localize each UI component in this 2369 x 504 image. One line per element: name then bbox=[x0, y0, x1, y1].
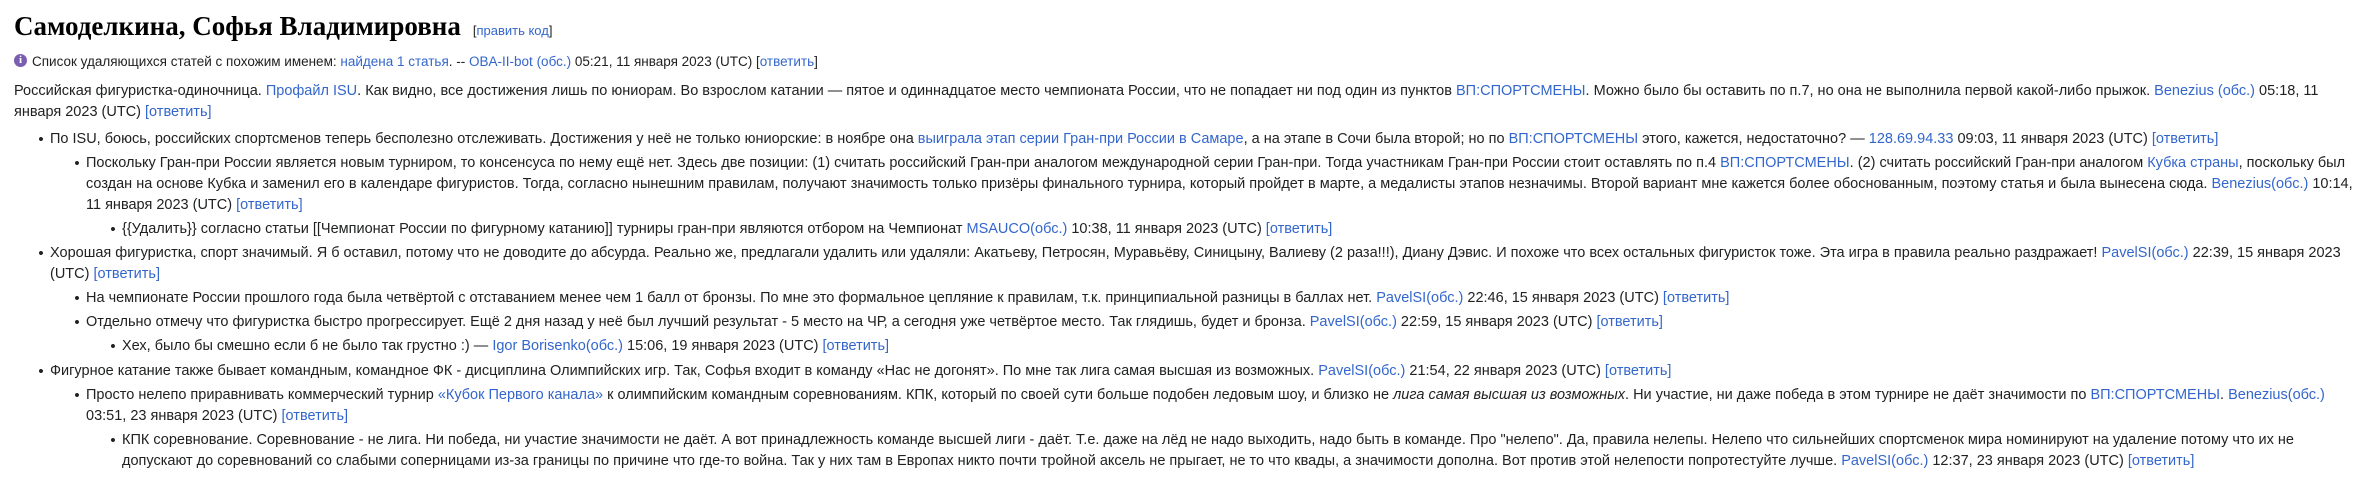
intro-text-3: . Можно было бы оставить по п.7, но она не выполнила первой какой-либо прыжок. bbox=[1585, 83, 2155, 100]
notice-separator: . -- bbox=[448, 53, 470, 69]
comment-body bbox=[122, 432, 2294, 469]
bullet-icon: • bbox=[38, 245, 44, 263]
comment-text: 21:54, 22 января 2023 (UTC) bbox=[1405, 362, 1605, 379]
bullet-icon: • bbox=[38, 362, 44, 380]
page-title bbox=[14, 10, 2355, 46]
wiki-link[interactable]: 128.69.94.33 bbox=[1868, 131, 1954, 148]
comment-list-level-3 bbox=[110, 430, 2355, 472]
wiki-link[interactable]: (обс.) bbox=[2151, 245, 2189, 262]
comment-list-level-2 bbox=[74, 288, 2355, 357]
edit-source-link[interactable]: править код bbox=[476, 23, 549, 38]
comment-item bbox=[74, 153, 2355, 240]
comment-body bbox=[86, 155, 2353, 213]
comment-text: 12:37, 23 января 2023 (UTC) bbox=[1928, 452, 2128, 469]
wiki-link[interactable]: ВП:СПОРТСМЕНЫ bbox=[2090, 386, 2221, 403]
wiki-link[interactable]: (обс.) bbox=[585, 338, 623, 355]
comment-item bbox=[74, 288, 2355, 309]
signature-talk-link[interactable]: (обс.) bbox=[2217, 83, 2256, 100]
intro-text-2: . Как видно, все достижения лишь по юниорам. Во взрослом катании — пятое и одиннадцатое место чемпионата России, что не попадает ни под один из пунктов bbox=[357, 83, 1456, 100]
page-title-text: Самоделкина, Софья Владимировна bbox=[14, 11, 461, 41]
comment-text: . bbox=[2220, 386, 2229, 403]
isu-profile-link[interactable]: Профайл ISU bbox=[265, 83, 358, 100]
reply-link[interactable]: [ответить] bbox=[1596, 314, 1663, 331]
comment-text: 09:03, 11 января 2023 (UTC) bbox=[1953, 131, 2152, 148]
bot-user-link[interactable]: OBA-II-bot bbox=[469, 53, 533, 69]
comment-text: Хех, было бы смешно если б не было так грустно :) — bbox=[122, 338, 493, 355]
comment-text: 22:39, 15 января 2023 (UTC) bbox=[50, 245, 2341, 283]
comment-text: . (2) считать российский Гран-при аналогом bbox=[1849, 155, 2148, 172]
comment-item bbox=[74, 385, 2355, 472]
comment-body bbox=[50, 245, 2341, 282]
wiki-link[interactable]: (обс.) bbox=[2287, 386, 2325, 403]
comment-text: Просто нелепо приравнивать коммерческий турнир bbox=[86, 386, 438, 403]
comment-text: , поскольку был создан на основе Кубка и заменил его в календаре фигуристов. Тогда, согласно нынешним правилам, получают значимость только призёры финального турнира, который пройдет в марте, а медалисты этапов незначимы. Второй вариант мне кажется более обоснованным, поэтому статья и была вынесена сюда. bbox=[86, 155, 2346, 193]
comment-item bbox=[38, 243, 2355, 357]
comment-body bbox=[50, 131, 2218, 147]
comment-body bbox=[122, 338, 889, 354]
reply-bracket-open: [ bbox=[755, 53, 760, 69]
signature-timestamp: 05:18, 11 января 2023 (UTC) bbox=[14, 83, 2319, 121]
bullet-icon: • bbox=[110, 338, 116, 356]
reply-link[interactable]: [ответить] bbox=[1265, 221, 1333, 238]
bullet-icon: • bbox=[74, 155, 80, 173]
reply-link[interactable]: [ответить] bbox=[2127, 452, 2195, 469]
wiki-link[interactable]: MSAUCO bbox=[966, 221, 1031, 238]
comment-text: 03:51, 23 января 2023 (UTC) bbox=[86, 407, 282, 424]
comment-text: Хорошая фигуристка, спорт значимый. Я б оставил, потому что не доводите до абсурда. Реально же, предлагали удалить или удаляли: Акатьеву, Петросян, Муравьёву, Синицыну, Валиеву (2 раза!!!), Диану Дэвис. И похоже что всех остальных фигуристок тоже. Эта игра в правила реально раздражает! bbox=[50, 245, 2102, 262]
found-articles-link[interactable]: найдена 1 статья bbox=[340, 53, 449, 69]
bullet-icon: • bbox=[38, 131, 44, 149]
wiki-link[interactable]: (обс.) bbox=[1891, 452, 1929, 469]
edit-source-link-wrapper bbox=[473, 23, 553, 38]
similar-articles-notice bbox=[14, 52, 2355, 72]
comment-body bbox=[50, 363, 1671, 379]
comment-item bbox=[38, 129, 2355, 240]
wiki-link[interactable]: (обс.) bbox=[1359, 314, 1397, 331]
comment-text: Фигурное катание также бывает командным, командное ФК - дисциплина Олимпийских игр. Так, Софья входит в команду «Нас не догонят». По мне так лига самая высшая из возможных. bbox=[50, 362, 1319, 379]
comment-text: . Ни участие, ни даже победа в этом турнире не даёт значимости по bbox=[1625, 386, 2091, 403]
discussion-thread bbox=[14, 129, 2355, 471]
wiki-link[interactable]: Benezius bbox=[2211, 176, 2272, 193]
comment-text: Отдельно отмечу что фигуристка быстро прогрессирует. Ещё 2 дня назад у неё был лучший результат - 5 место на ЧР, а сегодня уже четвёртое место. Так глядишь, будет и бронза. bbox=[86, 314, 1310, 331]
wiki-link[interactable]: (обс.) bbox=[2271, 176, 2309, 193]
wiki-link[interactable]: (обс.) bbox=[1368, 362, 1406, 379]
bullet-icon: • bbox=[74, 386, 80, 404]
comment-text: 22:59, 15 января 2023 (UTC) bbox=[1396, 314, 1597, 331]
notice-text: Список удаляющихся статей с похожим именем: bbox=[32, 53, 337, 69]
comment-text: 15:06, 19 января 2023 (UTC) bbox=[622, 338, 823, 355]
comment-body bbox=[86, 387, 2325, 424]
comment-text: 10:14, 11 января 2023 (UTC) bbox=[86, 176, 2353, 214]
comment-list-level-2 bbox=[74, 385, 2355, 472]
comment-body bbox=[86, 314, 1663, 330]
comment-text: 10:38, 11 января 2023 (UTC) bbox=[1067, 221, 1266, 238]
intro-text-1: Российская фигуристка-одиночница. bbox=[14, 83, 266, 100]
wiki-link[interactable]: PavelSI bbox=[1841, 452, 1892, 469]
nomination-statement bbox=[14, 81, 2355, 123]
reply-link[interactable]: [ответить] bbox=[93, 266, 161, 283]
emphasis-text: лига самая высшая из возможных bbox=[1393, 386, 1626, 403]
reply-link[interactable]: [ответить] bbox=[1604, 362, 1672, 379]
wiki-link[interactable]: выиграла этап серии Гран-при России в Самаре bbox=[917, 131, 1244, 148]
comment-item bbox=[38, 361, 2355, 472]
comment-text: На чемпионате России прошлого года была четвёртой с отставанием менее чем 1 балл от бронзы. По мне это формальное цепляние к правилам, т.к. принципиальной разницы в баллах нет. bbox=[86, 290, 1377, 307]
notice-body bbox=[32, 52, 818, 72]
info-icon bbox=[14, 54, 27, 67]
comment-body bbox=[86, 290, 1729, 306]
wiki-link[interactable]: Benezius bbox=[2228, 386, 2288, 403]
comment-list-level-3 bbox=[110, 219, 2355, 240]
notice-timestamp: 05:21, 11 января 2023 (UTC) bbox=[571, 53, 756, 69]
comment-item bbox=[110, 336, 2355, 357]
wiki-link[interactable]: (обс.) bbox=[1030, 221, 1068, 238]
bracket-open: [ bbox=[472, 23, 477, 38]
comment-list-level-3 bbox=[110, 336, 2355, 357]
comment-text: КПК соревнование. Соревнование - не лига. Ни победа, ни участие значимости не даёт. А вот принадлежность команде высшей лиги - даёт. Т.е. даже на лёд не надо выходить, надо быть в команде. Про "нелепо". Да, правила нелепы. Нелепо что сильнейших спортсменок мира номинируют на удаление потому что их не допускают до соревнований со слабыми соперницами из-за границы по причине что где-то война. Так у них там в Европах никто почти тройной аксель не прыгает, не то что квады, а значимости дополна. Вот против этой нелепости попротестуйте лучше. bbox=[122, 431, 2294, 469]
comment-text: , а на этапе в Сочи была второй; но по bbox=[1243, 131, 1509, 148]
comment-item bbox=[110, 219, 2355, 240]
wiki-link[interactable]: Кубка страны bbox=[2147, 155, 2239, 172]
comment-text: к олимпийским командным соревнованиям. КПК, который по своей сути больше подобен ледовым шоу, и близко не bbox=[603, 386, 1394, 403]
reply-link[interactable]: [ответить] bbox=[2151, 131, 2219, 148]
reply-link[interactable]: [ответить] bbox=[822, 338, 890, 355]
wiki-link[interactable]: PavelSI bbox=[1309, 314, 1360, 331]
comment-list-level-1 bbox=[38, 129, 2355, 471]
wiki-link[interactable]: Igor Borisenko bbox=[492, 338, 586, 355]
comment-item bbox=[74, 312, 2355, 357]
rule-sportsmen-link[interactable]: ВП:СПОРТСМЕНЫ bbox=[1455, 83, 1586, 100]
comment-text: 22:46, 15 января 2023 (UTC) bbox=[1463, 290, 1663, 307]
wiki-link[interactable]: (обс.) bbox=[1426, 290, 1464, 307]
wiki-link[interactable]: ВП:СПОРТСМЕНЫ bbox=[1720, 155, 1850, 172]
signature-user-link[interactable]: Benezius bbox=[2154, 83, 2214, 100]
reply-link[interactable]: [ответить] bbox=[1662, 290, 1730, 307]
wiki-link[interactable]: PavelSI bbox=[2101, 245, 2152, 262]
reply-bracket-close: ] bbox=[814, 53, 818, 69]
bullet-icon: • bbox=[74, 314, 80, 332]
comment-body bbox=[122, 221, 1332, 237]
bracket-close: ] bbox=[548, 23, 553, 38]
comment-list-level-2 bbox=[74, 153, 2355, 240]
wiki-link[interactable]: PavelSI bbox=[1376, 290, 1427, 307]
comment-text: этого, кажется, недостаточно? — bbox=[1638, 131, 1869, 148]
reply-link[interactable]: ответить bbox=[759, 53, 815, 69]
bullet-icon: • bbox=[74, 290, 80, 308]
comment-text: Поскольку Гран-при России является новым турниром, то консенсуса по нему ещё нет. Здесь две позиции: (1) считать российский Гран-при аналогом международной серии Гран-при. Тогда участникам Гран-при России стоит оставлять по п.4 bbox=[86, 155, 1721, 172]
reply-link[interactable]: [ответить] bbox=[281, 407, 349, 424]
bot-talk-link[interactable]: (обс.) bbox=[536, 53, 572, 69]
wiki-link[interactable]: PavelSI bbox=[1318, 362, 1369, 379]
reply-link[interactable]: [ответить] bbox=[236, 197, 303, 214]
comment-text: {{Удалить}} согласно статьи [[Чемпионат России по фигурному катанию]] турниры гран-при являются отбором на Чемпионат bbox=[122, 221, 967, 238]
wiki-link[interactable]: «Кубок Первого канала» bbox=[437, 386, 604, 403]
bullet-icon: • bbox=[110, 221, 116, 239]
comment-item bbox=[110, 430, 2355, 472]
bullet-icon: • bbox=[110, 431, 116, 449]
comment-text: По ISU, боюсь, российских спортсменов теперь бесполезно отслеживать. Достижения у неё не только юниорские: в ноябре она bbox=[50, 131, 918, 148]
reply-link[interactable]: [ответить] bbox=[145, 104, 212, 121]
wiki-link[interactable]: ВП:СПОРТСМЕНЫ bbox=[1508, 131, 1639, 148]
